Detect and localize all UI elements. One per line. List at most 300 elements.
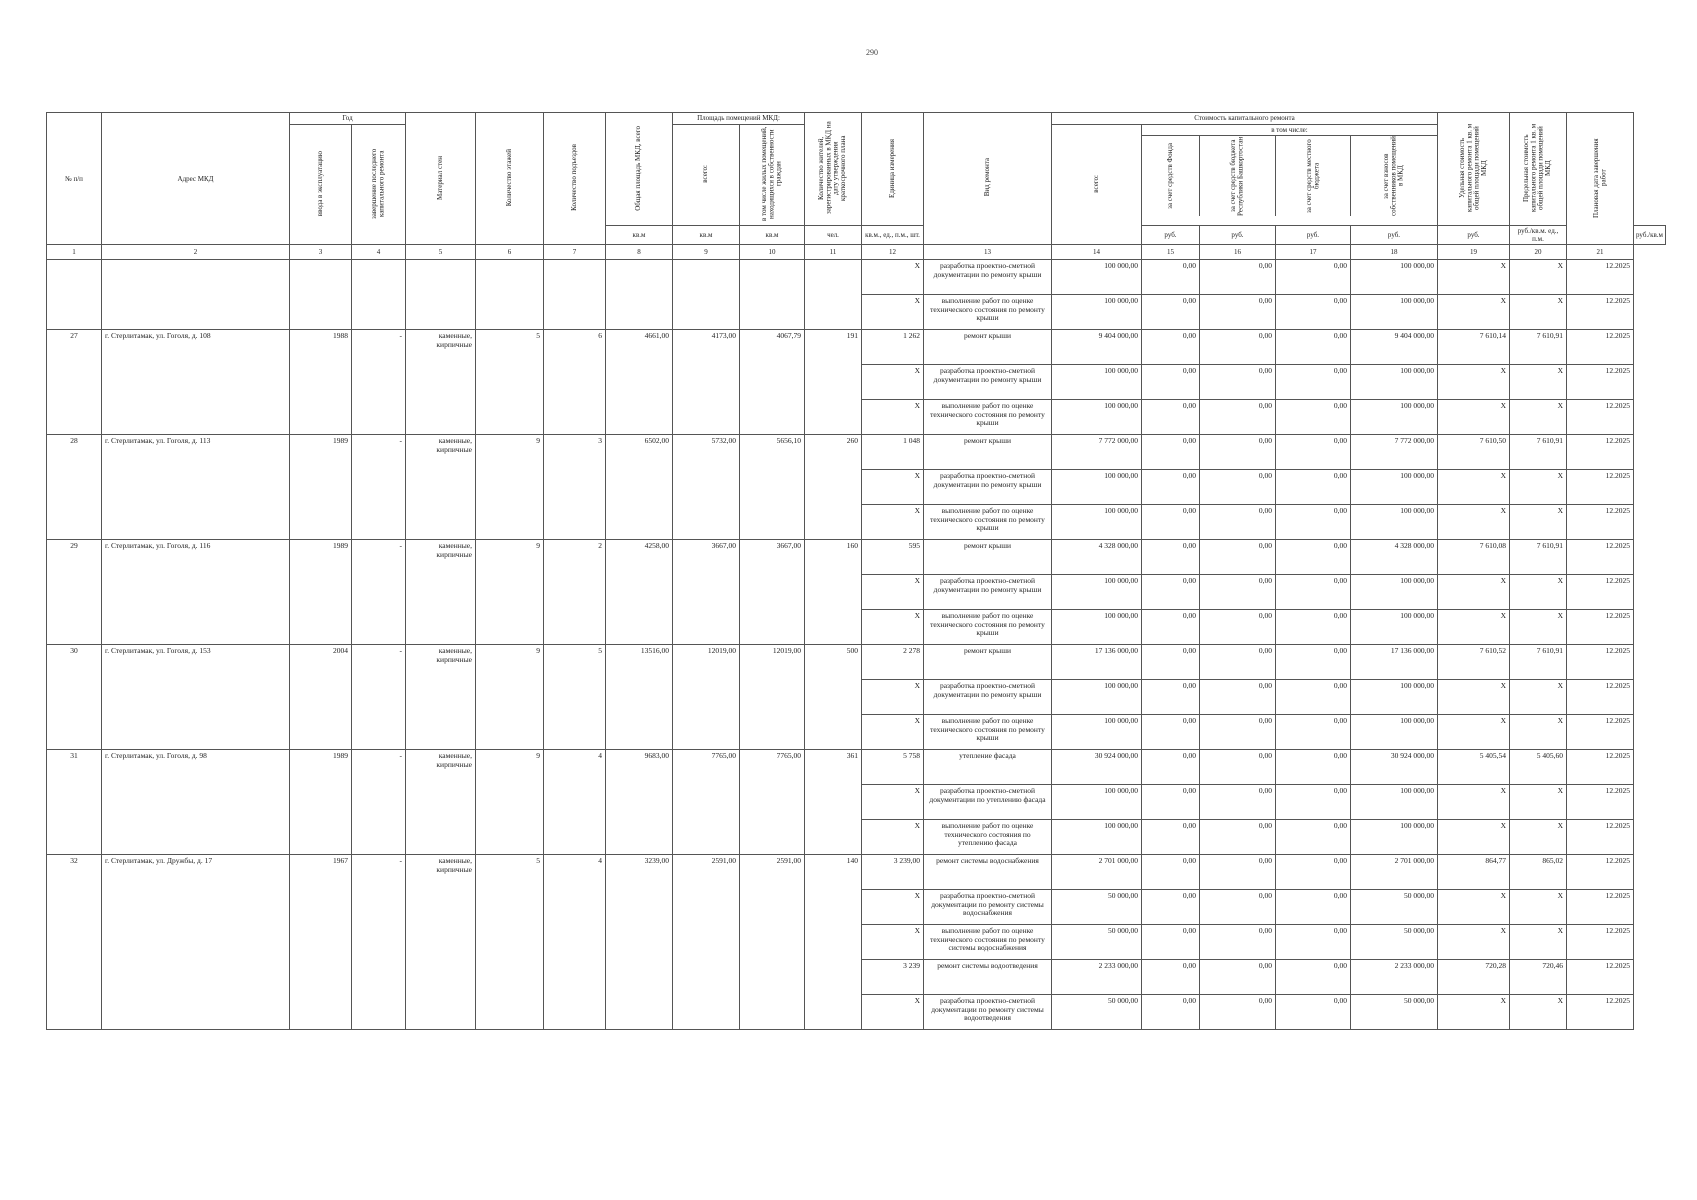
row-number: 30 [47, 645, 102, 680]
year-commission-cell [290, 470, 352, 505]
table-row-work [47, 680, 1666, 715]
unit-premises-private: кв.м [740, 226, 805, 245]
planned-date-cell: 12.2025 [1567, 330, 1634, 365]
entrances-cell [544, 785, 606, 820]
year-last-repair-cell [352, 365, 406, 400]
premises-private-cell [740, 400, 805, 435]
planned-date-cell: 12.2025 [1567, 855, 1634, 890]
wall-material-cell [406, 995, 476, 1030]
residents-cell [805, 295, 862, 330]
year-last-repair-cell [352, 890, 406, 925]
total-area-cell [606, 785, 673, 820]
cost-total-cell: 100 000,00 [1052, 610, 1142, 645]
fund-cell: 0,00 [1142, 645, 1200, 680]
header-planned-date: Плановая дата завершения работ [1591, 137, 1607, 218]
premises-private-cell: 7765,00 [740, 750, 805, 785]
row-number [47, 960, 102, 995]
column-number: 3 [290, 245, 352, 260]
fund-cell: 0,00 [1142, 960, 1200, 995]
header-year-commission: ввода в эксплуатацию [315, 150, 324, 217]
repair-type-cell: разработка проектно-сметной документации по ремонту крыши [924, 365, 1052, 400]
unit-cost-cell: X [1438, 365, 1510, 400]
premises-total-cell [673, 505, 740, 540]
header-unit-cost: Удельная стоимость капитального ремонта 1 кв. м общей площади помещений МКД [1457, 123, 1488, 213]
wall-material-cell [406, 470, 476, 505]
row-number [47, 575, 102, 610]
local-cell: 0,00 [1276, 820, 1351, 855]
premises-private-cell: 3667,00 [740, 540, 805, 575]
unit-owners: руб. [1438, 226, 1510, 245]
column-number: 13 [924, 245, 1052, 260]
header-max-cost: Предельная стоимость капитального ремонта 1 кв. м общей площади помещений МКД [1522, 123, 1553, 213]
floors-cell [476, 505, 544, 540]
max-cost-cell: 7 610,91 [1510, 540, 1567, 575]
entrances-cell: 3 [544, 435, 606, 470]
table-row-work [47, 505, 1666, 540]
premises-private-cell: 5656,10 [740, 435, 805, 470]
unit-cost-cell: X [1438, 785, 1510, 820]
republic-cell: 0,00 [1200, 540, 1276, 575]
premises-private-cell [740, 365, 805, 400]
premises-total-cell [673, 890, 740, 925]
cost-total-cell: 100 000,00 [1052, 400, 1142, 435]
cost-total-cell: 100 000,00 [1052, 680, 1142, 715]
repair-type-cell: выполнение работ по оценке технического состояния по ремонту крыши [924, 610, 1052, 645]
premises-total-cell: 7765,00 [673, 750, 740, 785]
row-number [47, 890, 102, 925]
local-cell: 0,00 [1276, 715, 1351, 750]
floors-cell [476, 260, 544, 295]
total-area-cell [606, 505, 673, 540]
planned-date-cell: 12.2025 [1567, 540, 1634, 575]
owners-cell: 30 924 000,00 [1351, 750, 1438, 785]
max-cost-cell: 865,02 [1510, 855, 1567, 890]
residents-cell: 361 [805, 750, 862, 785]
wall-material-cell [406, 925, 476, 960]
repair-type-cell: разработка проектно-сметной документации по ремонту системы водоснабжения [924, 890, 1052, 925]
fund-cell: 0,00 [1142, 330, 1200, 365]
year-last-repair-cell: - [352, 540, 406, 575]
premises-total-cell: 3667,00 [673, 540, 740, 575]
year-commission-cell [290, 890, 352, 925]
wall-material-cell [406, 890, 476, 925]
unit-residents: чел. [805, 226, 862, 245]
premises-private-cell: 2591,00 [740, 855, 805, 890]
cost-total-cell: 100 000,00 [1052, 785, 1142, 820]
cost-total-cell: 100 000,00 [1052, 260, 1142, 295]
owners-cell: 2 701 000,00 [1351, 855, 1438, 890]
local-cell: 0,00 [1276, 330, 1351, 365]
republic-cell: 0,00 [1200, 855, 1276, 890]
table-row-work [47, 890, 1666, 925]
entrances-cell [544, 505, 606, 540]
year-commission-cell [290, 820, 352, 855]
planned-date-cell: 12.2025 [1567, 435, 1634, 470]
local-cell: 0,00 [1276, 925, 1351, 960]
total-area-cell [606, 960, 673, 995]
table-row-building [47, 435, 1666, 470]
unit-cost-cell: 720,28 [1438, 960, 1510, 995]
premises-private-cell [740, 960, 805, 995]
fund-cell: 0,00 [1142, 575, 1200, 610]
residents-cell [805, 610, 862, 645]
year-last-repair-cell [352, 400, 406, 435]
republic-cell: 0,00 [1200, 575, 1276, 610]
column-number: 21 [1567, 245, 1634, 260]
owners-cell: 17 136 000,00 [1351, 645, 1438, 680]
entrances-cell [544, 820, 606, 855]
row-number: 32 [47, 855, 102, 890]
repair-type-cell: разработка проектно-сметной документации по утеплению фасада [924, 785, 1052, 820]
column-number-row [47, 245, 1666, 260]
address-cell [102, 680, 290, 715]
premises-private-cell [740, 785, 805, 820]
wall-material-cell: каменные, кирпичные [406, 750, 476, 785]
residents-cell [805, 400, 862, 435]
address-cell: г. Стерлитамак, ул. Гоголя, д. 116 [102, 540, 290, 575]
owners-cell: 100 000,00 [1351, 785, 1438, 820]
row-number [47, 715, 102, 750]
unit-cost-cell: X [1438, 610, 1510, 645]
owners-cell: 50 000,00 [1351, 995, 1438, 1030]
cost-total-cell: 50 000,00 [1052, 890, 1142, 925]
unit-cost-cell: X [1438, 470, 1510, 505]
owners-cell: 100 000,00 [1351, 260, 1438, 295]
table-row-building [47, 645, 1666, 680]
repair-type-cell: разработка проектно-сметной документации по ремонту крыши [924, 470, 1052, 505]
cost-total-cell: 7 772 000,00 [1052, 435, 1142, 470]
premises-private-cell [740, 925, 805, 960]
unit-cost-cell: X [1438, 260, 1510, 295]
column-number: 1 [47, 245, 102, 260]
year-last-repair-cell [352, 680, 406, 715]
premises-total-cell: 2591,00 [673, 855, 740, 890]
planned-date-cell: 12.2025 [1567, 365, 1634, 400]
unit-cell: 2 278 [862, 645, 924, 680]
local-cell: 0,00 [1276, 750, 1351, 785]
floors-cell [476, 400, 544, 435]
residents-cell [805, 470, 862, 505]
column-number: 6 [476, 245, 544, 260]
residents-cell: 260 [805, 435, 862, 470]
max-cost-cell: X [1510, 995, 1567, 1030]
unit-cell: X [862, 680, 924, 715]
wall-material-cell: каменные, кирпичные [406, 435, 476, 470]
cost-total-cell: 50 000,00 [1052, 925, 1142, 960]
local-cell: 0,00 [1276, 295, 1351, 330]
owners-cell: 100 000,00 [1351, 610, 1438, 645]
local-cell: 0,00 [1276, 890, 1351, 925]
table-row-work [47, 575, 1666, 610]
local-cell: 0,00 [1276, 960, 1351, 995]
premises-private-cell [740, 260, 805, 295]
republic-cell: 0,00 [1200, 330, 1276, 365]
wall-material-cell: каменные, кирпичные [406, 330, 476, 365]
column-number: 9 [673, 245, 740, 260]
unit-cell: X [862, 820, 924, 855]
header-wall-material: Материал стен [435, 155, 444, 200]
unit-local: руб. [1351, 226, 1438, 245]
fund-cell: 0,00 [1142, 680, 1200, 715]
republic-cell: 0,00 [1200, 750, 1276, 785]
premises-private-cell [740, 890, 805, 925]
fund-cell: 0,00 [1142, 435, 1200, 470]
repair-type-cell: разработка проектно-сметной документации по ремонту крыши [924, 575, 1052, 610]
owners-cell: 100 000,00 [1351, 820, 1438, 855]
header-year-group: Год [290, 113, 406, 125]
unit-cell: 5 758 [862, 750, 924, 785]
total-area-cell [606, 925, 673, 960]
row-number [47, 365, 102, 400]
address-cell: г. Стерлитамак, ул. Гоголя, д. 98 [102, 750, 290, 785]
unit-cell: X [862, 575, 924, 610]
republic-cell: 0,00 [1200, 610, 1276, 645]
header-residents: Количество жителей, зарегистрированных в МКД на дату утверждения краткосрочного плана [817, 121, 848, 215]
entrances-cell [544, 470, 606, 505]
max-cost-cell: X [1510, 575, 1567, 610]
residents-cell [805, 925, 862, 960]
year-last-repair-cell: - [352, 330, 406, 365]
cost-total-cell: 100 000,00 [1052, 365, 1142, 400]
premises-private-cell [740, 680, 805, 715]
row-number [47, 820, 102, 855]
row-number: 29 [47, 540, 102, 575]
local-cell: 0,00 [1276, 645, 1351, 680]
max-cost-cell: X [1510, 715, 1567, 750]
address-cell [102, 575, 290, 610]
column-number: 18 [1351, 245, 1438, 260]
column-number: 7 [544, 245, 606, 260]
floors-cell [476, 925, 544, 960]
repair-type-cell: ремонт крыши [924, 435, 1052, 470]
floors-cell [476, 820, 544, 855]
repair-type-cell: утепление фасада [924, 750, 1052, 785]
cost-total-cell: 9 404 000,00 [1052, 330, 1142, 365]
unit-cell: X [862, 470, 924, 505]
table-row-work [47, 260, 1666, 295]
total-area-cell [606, 400, 673, 435]
cost-total-cell: 4 328 000,00 [1052, 540, 1142, 575]
premises-private-cell: 12019,00 [740, 645, 805, 680]
year-last-repair-cell: - [352, 855, 406, 890]
year-commission-cell [290, 400, 352, 435]
column-number: 20 [1510, 245, 1567, 260]
table-row-work [47, 295, 1666, 330]
repair-type-cell: ремонт системы водоснабжения [924, 855, 1052, 890]
table-row-work [47, 400, 1666, 435]
year-last-repair-cell [352, 925, 406, 960]
max-cost-cell: 7 610,91 [1510, 435, 1567, 470]
entrances-cell: 5 [544, 645, 606, 680]
local-cell: 0,00 [1276, 785, 1351, 820]
fund-cell: 0,00 [1142, 995, 1200, 1030]
planned-date-cell: 12.2025 [1567, 960, 1634, 995]
premises-total-cell [673, 960, 740, 995]
year-commission-cell [290, 925, 352, 960]
floors-cell: 5 [476, 330, 544, 365]
owners-cell: 4 328 000,00 [1351, 540, 1438, 575]
unit-cost-cell: 7 610,50 [1438, 435, 1510, 470]
unit-cost-cell: X [1438, 715, 1510, 750]
repair-type-cell: ремонт крыши [924, 330, 1052, 365]
unit-premises-total: кв.м [673, 226, 740, 245]
premises-total-cell [673, 470, 740, 505]
premises-total-cell [673, 365, 740, 400]
republic-cell: 0,00 [1200, 925, 1276, 960]
row-number [47, 260, 102, 295]
table-row-work [47, 785, 1666, 820]
premises-private-cell: 4067,79 [740, 330, 805, 365]
column-number: 5 [406, 245, 476, 260]
premises-total-cell: 12019,00 [673, 645, 740, 680]
row-number [47, 610, 102, 645]
year-last-repair-cell [352, 820, 406, 855]
floors-cell [476, 785, 544, 820]
row-number [47, 785, 102, 820]
fund-cell: 0,00 [1142, 295, 1200, 330]
total-area-cell [606, 470, 673, 505]
planned-date-cell: 12.2025 [1567, 820, 1634, 855]
local-cell: 0,00 [1276, 435, 1351, 470]
republic-cell: 0,00 [1200, 995, 1276, 1030]
address-cell [102, 785, 290, 820]
year-commission-cell: 1988 [290, 330, 352, 365]
planned-date-cell: 12.2025 [1567, 890, 1634, 925]
fund-cell: 0,00 [1142, 365, 1200, 400]
floors-cell [476, 365, 544, 400]
table-row-building [47, 855, 1666, 890]
unit-cell: 3 239 [862, 960, 924, 995]
republic-cell: 0,00 [1200, 960, 1276, 995]
repair-type-cell: выполнение работ по оценке технического состояния по ремонту крыши [924, 295, 1052, 330]
floors-cell: 9 [476, 435, 544, 470]
max-cost-cell: X [1510, 295, 1567, 330]
column-number: 17 [1276, 245, 1351, 260]
residents-cell: 140 [805, 855, 862, 890]
owners-cell: 100 000,00 [1351, 365, 1438, 400]
planned-date-cell: 12.2025 [1567, 470, 1634, 505]
row-number: 31 [47, 750, 102, 785]
table-row-work [47, 610, 1666, 645]
year-commission-cell [290, 365, 352, 400]
planned-date-cell: 12.2025 [1567, 575, 1634, 610]
premises-private-cell [740, 715, 805, 750]
republic-cell: 0,00 [1200, 365, 1276, 400]
floors-cell: 5 [476, 855, 544, 890]
year-last-repair-cell [352, 960, 406, 995]
republic-cell: 0,00 [1200, 890, 1276, 925]
header-premises-total: всего: [701, 165, 710, 183]
table-row-work [47, 365, 1666, 400]
max-cost-cell: X [1510, 610, 1567, 645]
year-commission-cell: 1989 [290, 750, 352, 785]
premises-private-cell [740, 610, 805, 645]
unit-area: кв.м [606, 226, 673, 245]
header-entrances: Количество подъездов [569, 144, 578, 211]
table-row-work [47, 820, 1666, 855]
address-cell [102, 295, 290, 330]
unit-cell: X [862, 925, 924, 960]
unit-cost-cell: X [1438, 295, 1510, 330]
total-area-cell [606, 995, 673, 1030]
republic-cell: 0,00 [1200, 470, 1276, 505]
max-cost-cell: X [1510, 820, 1567, 855]
unit-cell: X [862, 995, 924, 1030]
planned-date-cell: 12.2025 [1567, 750, 1634, 785]
row-number: 28 [47, 435, 102, 470]
premises-total-cell [673, 295, 740, 330]
address-cell: г. Стерлитамак, ул. Гоголя, д. 153 [102, 645, 290, 680]
row-number [47, 400, 102, 435]
max-cost-cell: X [1510, 260, 1567, 295]
table-row-work [47, 925, 1666, 960]
owners-cell: 100 000,00 [1351, 400, 1438, 435]
fund-cell: 0,00 [1142, 820, 1200, 855]
entrances-cell [544, 680, 606, 715]
floors-cell [476, 610, 544, 645]
entrances-cell [544, 925, 606, 960]
entrances-cell [544, 575, 606, 610]
premises-private-cell [740, 505, 805, 540]
total-area-cell [606, 295, 673, 330]
header-floors: Количество этажей [504, 148, 513, 207]
premises-total-cell [673, 715, 740, 750]
wall-material-cell [406, 680, 476, 715]
cost-total-cell: 2 701 000,00 [1052, 855, 1142, 890]
unit-unit-cost: руб./кв.м. ед., п.м. [1510, 226, 1567, 245]
cost-total-cell: 30 924 000,00 [1052, 750, 1142, 785]
republic-cell: 0,00 [1200, 295, 1276, 330]
total-area-cell [606, 820, 673, 855]
local-cell: 0,00 [1276, 260, 1351, 295]
column-number: 14 [1052, 245, 1142, 260]
unit-republic: руб. [1276, 226, 1351, 245]
unit-cell: X [862, 715, 924, 750]
wall-material-cell [406, 575, 476, 610]
year-commission-cell [290, 715, 352, 750]
entrances-cell [544, 295, 606, 330]
local-cell: 0,00 [1276, 400, 1351, 435]
wall-material-cell: каменные, кирпичные [406, 645, 476, 680]
unit-cell: X [862, 785, 924, 820]
year-last-repair-cell [352, 785, 406, 820]
address-cell: г. Стерлитамак, ул. Гоголя, д. 113 [102, 435, 290, 470]
residents-cell [805, 260, 862, 295]
cost-total-cell: 2 233 000,00 [1052, 960, 1142, 995]
premises-total-cell [673, 680, 740, 715]
table-row-work [47, 995, 1666, 1030]
unit-cost-cell: X [1438, 680, 1510, 715]
year-last-repair-cell [352, 610, 406, 645]
local-cell: 0,00 [1276, 680, 1351, 715]
entrances-cell [544, 995, 606, 1030]
planned-date-cell: 12.2025 [1567, 715, 1634, 750]
repair-type-cell: ремонт крыши [924, 540, 1052, 575]
wall-material-cell [406, 610, 476, 645]
local-cell: 0,00 [1276, 540, 1351, 575]
unit-cost-cell: X [1438, 575, 1510, 610]
year-commission-cell [290, 575, 352, 610]
unit-cell: 3 239,00 [862, 855, 924, 890]
column-number: 4 [352, 245, 406, 260]
total-area-cell [606, 575, 673, 610]
year-last-repair-cell [352, 575, 406, 610]
year-last-repair-cell [352, 505, 406, 540]
year-commission-cell: 1989 [290, 540, 352, 575]
table-row-work [47, 960, 1666, 995]
unit-cost-cell: X [1438, 505, 1510, 540]
residents-cell [805, 960, 862, 995]
